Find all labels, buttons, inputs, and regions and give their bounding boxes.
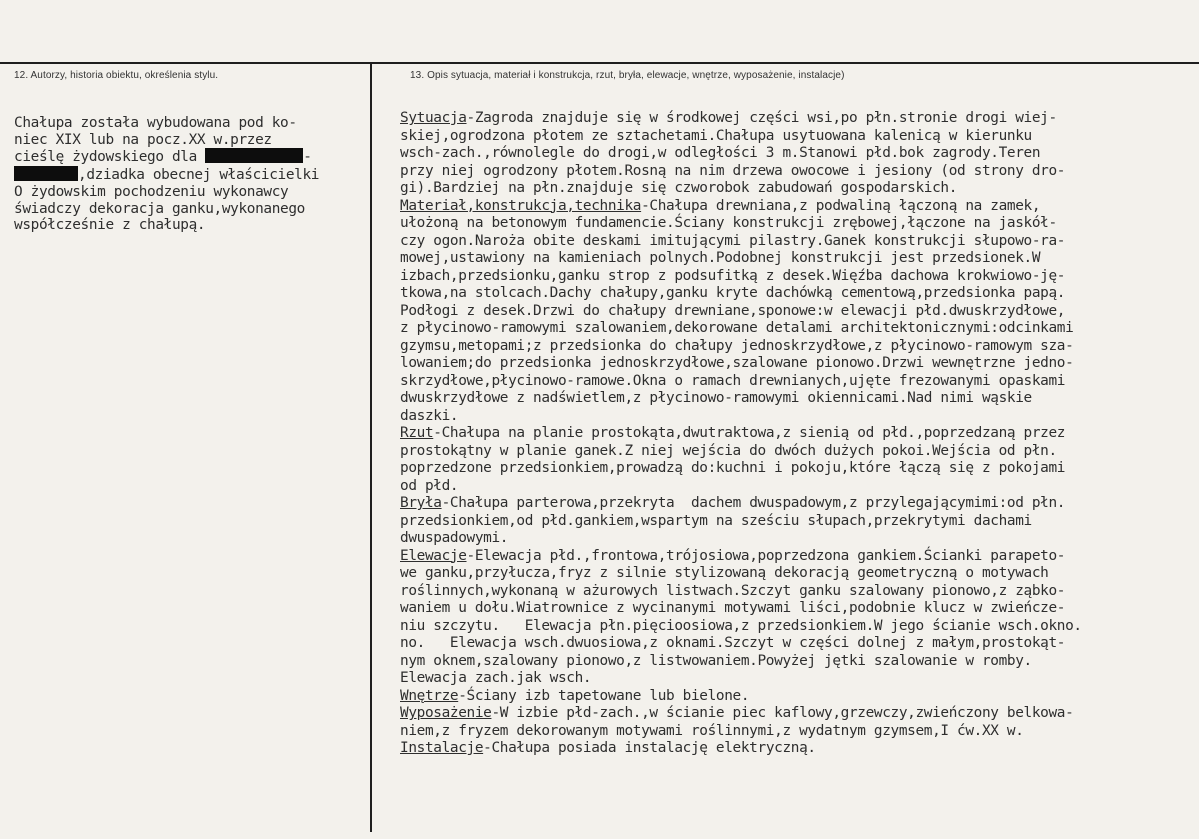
section-sytuacja — [400, 110, 1195, 198]
section-12-header: 12. Autorzy, historia obiektu, określenia stylu. — [14, 70, 219, 81]
text-rzut: -Chałupa na planie prostokąta,dwutraktowa,z sienią od płd.,poprzedzaną przez prostokątny w planie ganek.Z niej wejścia do dwóch dużych pokoi.Wejścia od płn. poprzedzone przedsionkiem,prowadzą do:kuchni i pokoju,które łączą się z pokojami od płd. — [400, 425, 1066, 494]
text-bryla: -Chałupa parterowa,przekryta dachem dwuspadowym,z przylegającymimi:od płn. przedsionkiem,od płd.gankiem,wspartym na sześciu słupach,przekrytymi dachami dwuspadowymi. — [400, 495, 1066, 546]
section-wyposazenie — [400, 705, 1195, 740]
label-instalacje: Instalacje — [400, 740, 484, 756]
text-instalacje: -Chałupa posiada instalację elektryczną. — [483, 740, 816, 756]
left-line-4: ,dziadka obecnej właścicielki — [78, 167, 320, 184]
left-line-3-end: - — [303, 149, 312, 166]
text-material: -Chałupa drewniana,z podwaliną łączoną na zamek, ułożoną na betonowym fundamencie.Ściany konstrukcji zrębowej,łączone na jaskół- czy ogon.Naroża obite deskami imitującymi pilastry.Ganek konstrukcji słupowo-ra- mowej,ustawiony na kamieniach polnych.Podobnej konstrukcji jest przedsionek.W izbach,przedsionku,ganku strop z podsufitką z desek.Więźba dachowa krokwiowo-ję- tkowa,na stolcach.Dachy chałupy,ganku kryte dachówką cementową,przedsionka papą. Podłogi z desek.Drzwi do chałupy drewniane,sponowe:w elewacji płd.dwuskrzydłowe, z płycinowo-ramowymi szalowaniem,dekorowane detalami architektonicznymi:odcinkami gzymsu,metopami;z przedsionka do chałupy jednoskrzydłowe,z płycinowo-ramowym sza- lowaniem;do przedsionka jednoskrzydłowe,szalowane pionowo.Drzwi wewnętrzne jedno- skrzydłowe,płycinowo-ramowe.Okna o ramach drewnianych,ujęte frezowanymi opaskami dwuskrzydłowe z nadświetlem,z płycinowo-ramowymi okiennicami.Nad nimi wąskie daszki. — [400, 197, 1074, 424]
label-material: Materiał,konstrukcja,technika — [400, 197, 642, 214]
column-divider — [370, 64, 372, 832]
left-line-5: O żydowskim pochodzeniu wykonawcy — [14, 183, 289, 200]
text-wnetrze: -Ściany izb tapetowane lub bielone. — [458, 687, 750, 704]
left-line-1: Chałupa została wybudowana pod ko- — [14, 115, 297, 131]
section-material — [400, 198, 1195, 426]
label-bryla: Bryła — [400, 495, 442, 511]
section-elewacje — [400, 548, 1195, 688]
redaction-block — [14, 166, 78, 181]
section-rzut — [400, 425, 1195, 495]
left-column-text — [14, 115, 364, 234]
text-wyposazenie: -W izbie płd-zach.,w ścianie piec kaflowy,grzewczy,zwieńczony belkowa- niem,z fryzem dekorowanym motywami roślinnymi,z wydatnym gzymsem,I ćw.XX w. — [400, 705, 1074, 739]
top-rule-left — [0, 62, 372, 64]
text-sytuacja: -Zagroda znajduje się w środkowej części wsi,po płn.stronie drogi wiej- skiej,ogrodzona płotem ze sztachetami.Chałupa usytuowana kalenicą w kierunku wsch-zach.,równolegle do drogi,w odległości 3 m.Stanowi płd.bok zagrody.Teren przy niej ogrodzony płotem.Rosną na nim drzewa owocowe i jesiony (od strony dro- gi).Bardziej na płn.znajduje się czworobok zabudowań gospodarskich. — [400, 110, 1066, 196]
section-bryla — [400, 495, 1195, 548]
label-wyposazenie: Wyposażenie — [400, 705, 492, 721]
section-instalacje — [400, 740, 1195, 758]
right-column-text — [400, 110, 1195, 758]
section-wnetrze — [400, 688, 1195, 706]
redaction-block — [205, 148, 303, 163]
section-13-header: 13. Opis sytuacja, materiał i konstrukcja, rzut, bryła, elewacje, wnętrze, wyposażenie, instalacje) — [410, 70, 845, 81]
left-line-6: świadczy dekoracja ganku,wykonanego — [14, 200, 305, 217]
top-rule-right — [372, 62, 1199, 64]
left-line-2: niec XIX lub na pocz.XX w.przez — [14, 131, 272, 148]
label-wnetrze: Wnętrze — [400, 687, 459, 704]
text-elewacje: -Elewacja płd.,frontowa,trójosiowa,poprzedzona gankiem.Ścianki parapeto- we ganku,przyłucza,fryz z silnie stylizowaną dekoracją geometryczną o motywach roślinnych,wykonaną w ażurowych listwach.Szczyt ganku szalowany pionowo,z ząbko- waniem u dołu.Wiatrownice z wycinanymi motywami liści,podobnie klucz w zwieńcze- niu szczytu. Elewacja płn.pięcioosiowa,z przedsionkiem.W jego ścianie wsch.okno. no. Elewacja wsch.dwuosiowa,z oknami.Szczyt w części dolnej z małym,prostokąt- nym oknem,szalowany pionowo,z listwowaniem.Powyżej jętki szalowanie w romby. Elewacja zach.jak wsch. — [400, 547, 1082, 686]
label-sytuacja: Sytuacja — [400, 110, 467, 126]
left-line-3-start: cieślę żydowskiego dla — [14, 149, 206, 166]
left-line-7: współcześnie z chałupą. — [14, 217, 206, 234]
label-elewacje: Elewacje — [400, 547, 467, 564]
label-rzut: Rzut — [400, 425, 434, 441]
